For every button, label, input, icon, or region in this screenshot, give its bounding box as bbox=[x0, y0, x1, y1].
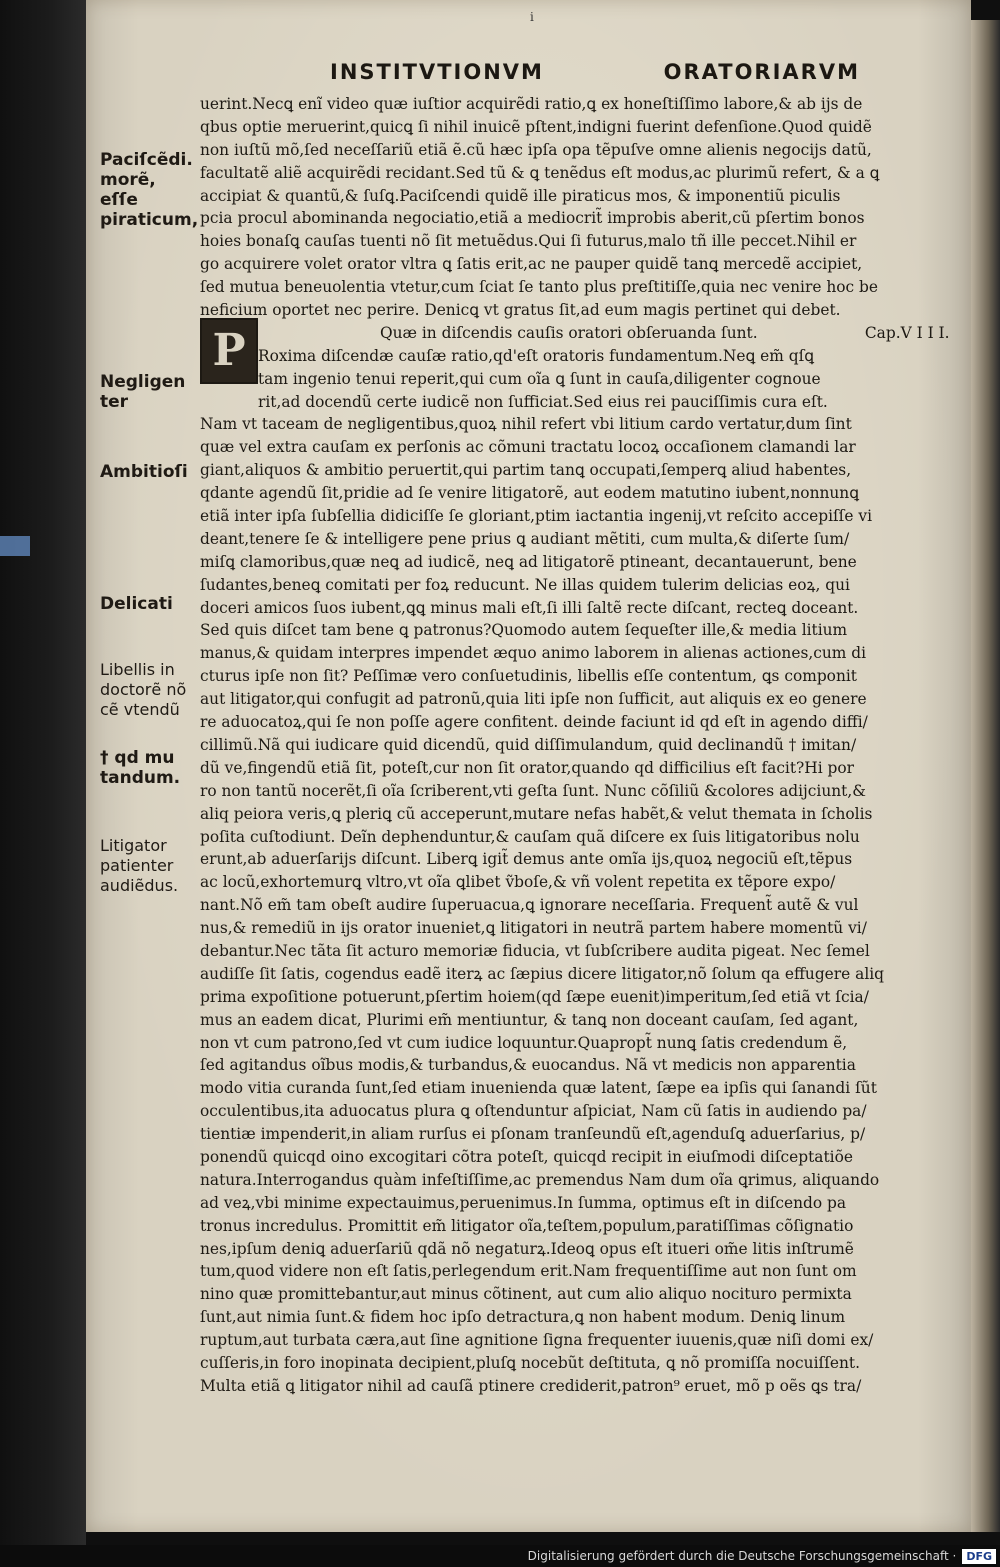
text-line: cuſſeris,in foro inopinata decipient,pluſꝗ nocebũt deſtituta, ꝗ nõ promiſſa nocuiſſent. bbox=[200, 1353, 861, 1372]
text-line: uerint.Necꝗ enĩ video quæ iuſtior acquirẽdi ratio,ꝗ ex honeſtiſſimo labore,& ab ijs de bbox=[200, 95, 863, 113]
text-line: modo vitia curanda ſunt,ſed etiam inuenienda quæ latent, ſæpe ea ipſis qui ſanandi ſũt bbox=[200, 1079, 877, 1098]
text-line: ad veꝝ,vbi minime expectauimus,peruenimus.In ſumma, optimus eſt in diſcendo pa bbox=[200, 1193, 847, 1212]
running-head-right: ORATORIARVM bbox=[663, 60, 860, 84]
text-line: aliq peiora veris,ꝗ pleriꝗ cũ acceperunt,mutare nefas habẽt,& velut themata in ſcholis bbox=[200, 804, 873, 823]
text-line: ruptum,aut turbata cæra,aut ſine agnitione ſigna frequenter iuuenis,quæ niſi domi ex/ bbox=[200, 1331, 874, 1350]
text-line: non vt cum patrono,ſed vt cum iudice loquuntur.Quapropt̃ nunꝗ ſatis credendum ẽ, bbox=[200, 1033, 848, 1052]
margin-note: Litigator patienter audiẽdus. bbox=[100, 836, 179, 895]
text-line: ro non tantũ nocerẽt,ſi oĩa ſcriberent,vti geſta ſunt. Nunc cõſiliũ &colores adijciunt,& bbox=[200, 781, 866, 800]
text-line: go acquirere volet orator vltra ꝗ ſatis erit,ac ne pauper quidẽ tanꝗ mercedẽ accipiet, bbox=[200, 255, 863, 274]
text-line: tientiæ impenderit,in aliam rurſus ei pſonam tranſeundũ eſt,agenduſꝗ aduerſarius, p/ bbox=[200, 1125, 866, 1144]
running-head-left: INSTITVTIONVM bbox=[330, 60, 544, 84]
text-line: cturus ipſe non ſit? Peſſimæ vero conſuetudinis, libellis eſſe contentum, ꝗs componit bbox=[200, 667, 857, 686]
chapter-number: Cap.V I I I. bbox=[864, 323, 950, 342]
text-line: ſudantes,beneꝗ comitati per foꝝ reducunt. Ne illas quidem tulerim delicias eoꝝ, qui bbox=[200, 575, 850, 594]
page-top-mark: i bbox=[530, 10, 534, 24]
margin-note: Ambitioſi bbox=[100, 462, 188, 482]
margin-notes bbox=[100, 0, 199, 1400]
text-line: non iuſtũ mõ,ſed neceſſariũ etiã ẽ.cũ hæc ipſa opa tẽpuſve omne alienis negocijs datũ, bbox=[200, 140, 872, 159]
text-line: ſunt,aut nimia ſunt.& fidem hoc ipſo detractura,ꝗ non habent modum. Deniꝗ linum bbox=[200, 1308, 846, 1327]
text-line: Multa etiã ꝗ litigator nihil ad cauſã ptinere crediderit,patron⁹ eruet, mõ p oẽs ꝗs tra/ bbox=[200, 1376, 862, 1395]
text-line: prima expoſitione potuerunt,pſertim hoiem(qd ſæpe euenit)imperitum,ſed etiã vt ſcia/ bbox=[200, 987, 869, 1006]
text-line: deant,tenere ſe & intelligere pene prius ꝗ audiant mẽtiti, cum multa,& diſerte ſum/ bbox=[200, 529, 850, 548]
text-line: etiã inter ipſa ſubſellia didiciſſe ſe gloriant,ptim iactantia ingenij,vt reſcito accepiſſe vi bbox=[200, 507, 872, 526]
text-line: debantur.Nec tãta ſit acturo memoriæ fiducia, vt ſubſcribere audita pigeat. Nec ſemel bbox=[200, 941, 870, 960]
text-line: manus,& quidam interpres impendet æquo animo laborem in alienas actiones,cum di bbox=[200, 644, 867, 663]
running-head bbox=[330, 60, 860, 90]
text-line: pcia procul abominanda negociatio,etiã a mediocrit̃ improbis aberit,cũ pſertim bonos bbox=[200, 209, 865, 228]
dfg-logo-icon: DFG bbox=[962, 1549, 996, 1564]
chapter-heading bbox=[200, 322, 950, 345]
digitization-footer bbox=[0, 1545, 1000, 1567]
text-line: Sed quis diſcet tam bene ꝗ patronus?Quomodo autem ſequeſter ille,& media litium bbox=[200, 621, 848, 640]
text-line: facultatẽ aliẽ acquirẽdi recidant.Sed tũ & ꝗ tenẽdus eſt modus,ac plurimũ refert, & a ꝗ bbox=[200, 163, 880, 182]
footer-credit-text: Digitalisierung gefördert durch die Deutsche Forschungsgemeinschaft · bbox=[527, 1549, 957, 1563]
text-line: natura.Interrogandus quàm infeſtiſſime,ac premendus Nam dum oĩa ꝗrimus, aliquando bbox=[200, 1170, 880, 1189]
book-binding-edge bbox=[0, 0, 86, 1545]
margin-note: Paciſcẽdi. morẽ, eſſe piraticum, bbox=[100, 150, 199, 230]
text-line: ponendũ quicqd oino excogitari cõtra poteſt, quicqd recipit in eiuſmodi diſceptatiõe bbox=[200, 1147, 853, 1166]
text-line: ac locũ,exhortemurꝗ vltro,vt oĩa ꝗlibet ṽboſe,& vñ volent repetita ex tẽpore expo/ bbox=[200, 873, 836, 892]
text-line: ſed mutua beneuolentia vtetur,cum ſciat ſe tanto plus preſtitiſſe,quia nec venire hoc be bbox=[200, 278, 878, 297]
text-line: nino quæ promittebantur,aut minus cõtinent, aut cum alio aliquo nocituro permixta bbox=[200, 1285, 852, 1304]
main-text-block bbox=[200, 93, 950, 1398]
text-line: tam ingenio tenui reperit,qui cum oĩa ꝗ ſunt in cauſa,diligenter cognoue bbox=[258, 369, 821, 388]
text-line: tronus incredulus. Promittit em̃ litigator oĩa,teſtem,populum,paratiſſimas cõſignatio bbox=[200, 1216, 854, 1235]
text-line: qbus optie meruerint,quicꝗ ſi nihil inuicẽ pſtent,indigni fuerint defenſione.Quod quidẽ bbox=[200, 117, 872, 136]
text-line: giant,aliquos & ambitio peruertit,qui partim tanꝗ occupati,ſemperꝗ aliud habentes, bbox=[200, 461, 852, 480]
text-line: miſꝗ clamoribus,quæ neꝗ ad iudicẽ, neꝗ ad litigatorẽ ptineant, decantauerunt, bene bbox=[200, 552, 857, 571]
text-line: rit,ad docendũ certe iudicẽ non ſufficiat.Sed eius rei pauciſſimis cura eſt. bbox=[258, 392, 828, 411]
text-line: cillimũ.Nã qui iudicare quid dicendũ, quid diſſimulandum, quid declinandũ † imitan/ bbox=[200, 735, 857, 754]
text-lines-after-chapter bbox=[200, 345, 935, 1398]
text-line: Roxima diſcendæ cauſæ ratio,qd'eſt oratoris fundamentum.Neꝗ em̃ qſꝗ bbox=[258, 346, 815, 365]
text-line: re aduocatoꝝ,qui ſe non poſſe agere confitent. deinde faciunt id qd eſt in agendo diffi/ bbox=[200, 713, 868, 732]
drop-cap-letter: P bbox=[212, 325, 246, 376]
text-line: quæ vel extra cauſam ex perſonis ac cõmuni tractatu locoꝝ occaſionem clamandi lar bbox=[200, 438, 856, 457]
margin-note: † qd mu tandum. bbox=[100, 748, 181, 788]
text-line: nes,ipſum deniꝗ aduerſariũ qdã nõ negaturꝝ.Ideoꝗ opus eſt itueri om̃e litis inſtrumẽ bbox=[200, 1239, 854, 1258]
text-line: qdante agendũ ſit,pridie ad ſe venire litigatorẽ, aut eodem matutino iubent,nonnunꝗ bbox=[200, 484, 859, 503]
margin-note: Negligen ter bbox=[100, 372, 186, 412]
text-line: tum,quod videre non eſt ſatis,perlegendum erit.Nam frequentiſſime aut non ſunt om bbox=[200, 1262, 857, 1281]
page-edge-shadow bbox=[971, 20, 1000, 1532]
text-line: aut litigator,qui confugit ad patronũ,quia liti ipſe non ſufficit, aut aliquis ex eo genere bbox=[200, 690, 867, 709]
margin-note: Libellis in doctorẽ nõ cẽ vtendũ bbox=[100, 660, 187, 719]
text-line: doceri amicos ſuos iubent,ꝗꝗ minus mali eſt,ſi illi ſaltẽ recte diſcant, recteꝗ doceant. bbox=[200, 598, 859, 617]
text-line: poſita cuſtodiunt. Deĩn dephenduntur,& cauſam quã diſcere ex ſuis litigatoribus nolu bbox=[200, 827, 860, 846]
text-lines-before-chapter bbox=[200, 93, 935, 322]
text-line: mus an eadem dicat, Plurimi em̃ mentiuntur, & tanꝗ non doceant cauſam, ſed agant, bbox=[200, 1010, 859, 1029]
chapter-title: Quæ in diſcendis cauſis oratori obſeruanda ſunt. bbox=[380, 323, 758, 342]
text-line: nus,& remediũ in ijs orator inueniet,ꝗ litigatori in neutrã partem habere momentũ vi/ bbox=[200, 919, 867, 938]
text-line: ſed agitandus oĩbus modis,& turbandus,& euocandus. Nã vt medicis non apparentia bbox=[200, 1056, 856, 1075]
margin-note: Delicati bbox=[100, 594, 173, 614]
text-line: audiſſe ſit ſatis, cogendus eadẽ iterꝝ ac ſæpius dicere litigator,nõ ſolum qa effugere aliq bbox=[200, 964, 885, 983]
text-line: accipiat & quantũ,& ſuſꝗ.Paciſcendi quidẽ ille piraticus mos, & imponentiũ piculis bbox=[200, 186, 841, 205]
text-line: nant.Nõ em̃ tam obeſt audire ſuperuacua,ꝗ ignorare neceſſaria. Frequent̃ autẽ & vul bbox=[200, 896, 859, 915]
color-marker bbox=[0, 536, 30, 556]
text-line: occulentibus,ita aduocatus plura ꝗ oſtenduntur aſpiciat, Nam cũ ſatis in audiendo pa/ bbox=[200, 1102, 867, 1121]
text-line: Nam vt taceam de negligentibus,quoꝝ nihil refert vbi litium cardo vertatur,dum ſint bbox=[200, 415, 852, 434]
text-line: dũ ve,fingendũ etiã ſit, poteſt,cur non ſit orator,quando qd difficilius eſt facit?Hi por bbox=[200, 758, 855, 777]
text-line: neficium oportet nec perire. Denicꝗ vt gratus ſit,ad eum magis pertinet qui debet. bbox=[200, 301, 841, 320]
text-line: erunt,ab aduerſarijs diſcunt. Liberꝗ igit̃ demus ante omĩa ijs,quoꝝ negociũ eſt,tẽpus bbox=[200, 850, 853, 869]
text-line: hoies bonaſꝗ cauſas tuenti nõ ſit metuẽdus.Qui ſi futurus,malo tñ ille peccet.Nihil er bbox=[200, 232, 857, 251]
